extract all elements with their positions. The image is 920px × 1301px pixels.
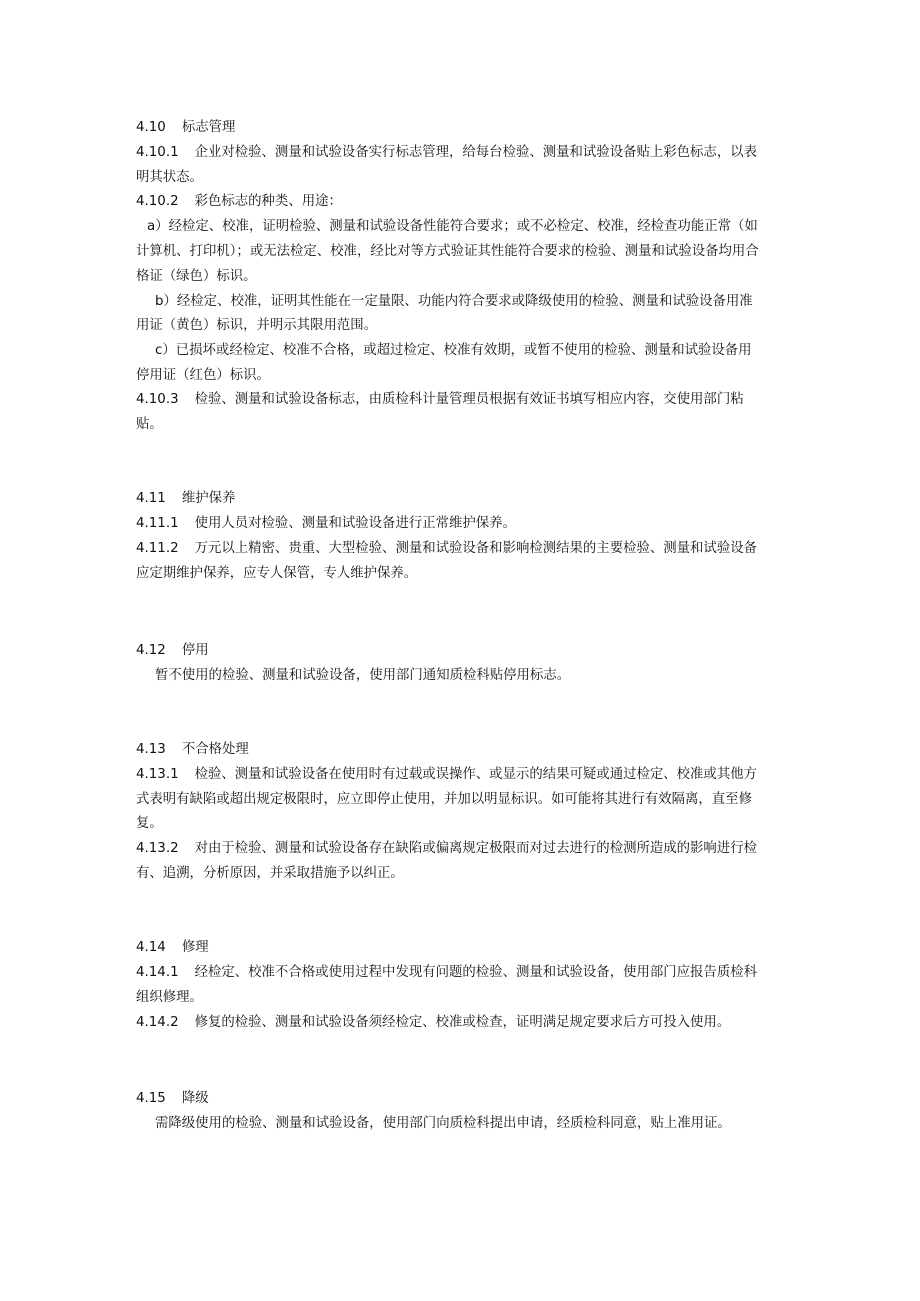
- item-b-line-2: 用证（黄色）标识，并明示其限用范围。: [136, 318, 378, 333]
- paragraph-4-14-1-line-1: [136, 963, 796, 983]
- section-number: 4.14: [136, 940, 166, 955]
- section-number: 4.11: [136, 491, 166, 506]
- section-title: 维护保养: [181, 491, 236, 506]
- paragraph-4-12: 暂不使用的检验、测量和试验设备，使用部门通知质检科贴停用标志。: [155, 668, 571, 683]
- section-heading-4-14: [136, 938, 796, 958]
- clause-number: 4.11.2: [136, 541, 179, 556]
- clause-number: 4.10.1: [136, 145, 179, 160]
- section-number: 4.12: [136, 643, 166, 658]
- paragraph-4-13-1-line-3: 复。: [136, 816, 163, 831]
- paragraph-4-14-2: [136, 1013, 796, 1033]
- paragraph-4-13-1-line-1: [136, 765, 796, 785]
- paragraph-4-11-1: [136, 514, 796, 534]
- section-title: 不合格处理: [181, 742, 249, 757]
- clause-number: 4.14.2: [136, 1015, 179, 1030]
- clause-text: 万元以上精密、贵重、大型检验、测量和试验设备和影响检测结果的主要检验、测量和试验设备: [194, 541, 757, 556]
- paragraph-4-10-1-line-2: 明其状态。: [136, 170, 203, 185]
- clause-number: 4.11.1: [136, 516, 179, 531]
- clause-number: 4.10.2: [136, 194, 179, 209]
- clause-number: 4.13.1: [136, 767, 179, 782]
- clause-number: 4.14.1: [136, 965, 179, 980]
- clause-text: 彩色标志的种类、用途：: [194, 194, 342, 209]
- section-title: 标志管理: [181, 120, 236, 135]
- paragraph-4-10-2: [136, 192, 796, 212]
- paragraph-4-10-3-line-1: [136, 390, 796, 410]
- section-number: 4.13: [136, 742, 166, 757]
- paragraph-4-15: 需降级使用的检验、测量和试验设备，使用部门向质检科提出申请，经质检科同意，贴上准用证。: [155, 1116, 731, 1131]
- item-c-line-1: c）已损坏或经检定、校准不合格，或超过检定、校准有效期，或暂不使用的检验、测量和试验设备用: [155, 343, 752, 358]
- paragraph-4-10-3-line-2: 贴。: [136, 417, 163, 432]
- section-heading-4-12: [136, 641, 796, 661]
- clause-text: 企业对检验、测量和试验设备实行标志管理，给每台检验、测量和试验设备贴上彩色标志，以表: [194, 145, 757, 160]
- clause-number: 4.10.3: [136, 392, 179, 407]
- paragraph-4-14-1-line-2: 组织修理。: [136, 990, 203, 1005]
- section-title: 降级: [181, 1091, 209, 1106]
- clause-text: 经检定、校准不合格或使用过程中发现有问题的检验、测量和试验设备，使用部门应报告质检科: [194, 965, 757, 980]
- paragraph-4-13-2-line-1: [136, 839, 796, 859]
- section-title: 停用: [181, 643, 209, 658]
- item-c-line-2: 停用证（红色）标识。: [136, 368, 270, 383]
- paragraph-4-13-2-line-2: 有、追溯，分析原因，并采取措施予以纠正。: [136, 866, 404, 881]
- section-heading-4-15: [136, 1089, 796, 1109]
- clause-text: 对由于检验、测量和试验设备存在缺陷或偏离规定极限而对过去进行的检测所造成的影响进行检: [194, 841, 757, 856]
- clause-text: 使用人员对检验、测量和试验设备进行正常维护保养。: [194, 516, 516, 531]
- section-heading-4-11: [136, 489, 796, 509]
- paragraph-4-13-1-line-2: 式表明有缺陷或超出规定极限时，应立即停止使用，并加以明显标识。如可能将其进行有效隔离，直至修: [136, 792, 752, 807]
- paragraph-4-11-2-line-1: [136, 539, 796, 559]
- section-heading-4-13: [136, 740, 796, 760]
- item-a-line-3: 格证（绿色）标识。: [136, 269, 257, 284]
- clause-text: 检验、测量和试验设备在使用时有过载或误操作、或显示的结果可疑或通过检定、校准或其他方: [194, 767, 757, 782]
- section-heading-4-10: [136, 118, 796, 138]
- section-number: 4.10: [136, 120, 166, 135]
- paragraph-4-10-1-line-1: [136, 143, 796, 163]
- item-a-line-1: a）经检定、校准，证明检验、测量和试验设备性能符合要求；或不必检定、校准，经检查功能正常（如: [147, 219, 758, 234]
- item-b-line-1: b）经检定、校准，证明其性能在一定量限、功能内符合要求或降级使用的检验、测量和试验设备用准: [155, 294, 753, 309]
- section-number: 4.15: [136, 1091, 166, 1106]
- clause-text: 修复的检验、测量和试验设备须经检定、校准或检查，证明满足规定要求后方可投入使用。: [194, 1015, 731, 1030]
- clause-text: 检验、测量和试验设备标志，由质检科计量管理员根据有效证书填写相应内容，交使用部门粘: [194, 392, 744, 407]
- clause-number: 4.13.2: [136, 841, 179, 856]
- item-a-line-2: 计算机、打印机）；或无法检定、校准，经比对等方式验证其性能符合要求的检验、测量和试验设备均用合: [136, 244, 759, 259]
- section-title: 修理: [181, 940, 209, 955]
- paragraph-4-11-2-line-2: 应定期维护保养，应专人保管，专人维护保养。: [136, 566, 418, 581]
